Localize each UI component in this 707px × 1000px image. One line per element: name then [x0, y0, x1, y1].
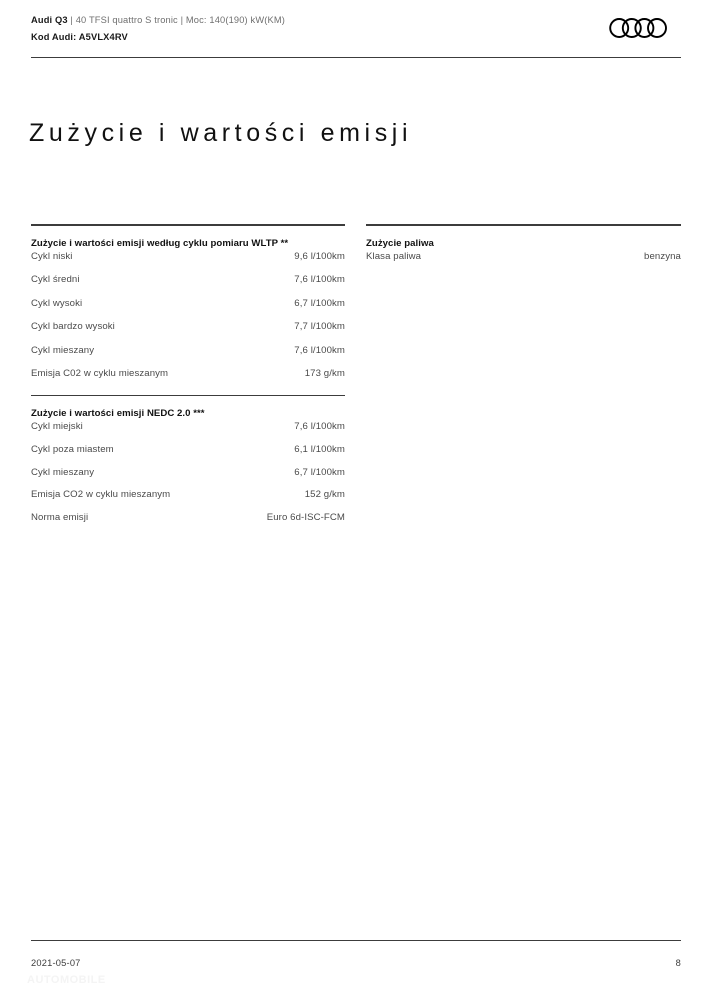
row-value: 7,6 l/100km — [294, 274, 345, 286]
table-row — [31, 345, 345, 368]
fuel-section — [366, 224, 681, 274]
row-label: Cykl bardzo wysoki — [31, 321, 115, 333]
row-label: Emisja CO2 w cyklu mieszanym — [31, 489, 171, 501]
fuel-rows — [366, 251, 681, 274]
row-value: 6,7 l/100km — [294, 466, 345, 478]
vehicle-spec: | 40 TFSI quattro S tronic | Moc: 140(190) kW(KM) — [67, 15, 285, 25]
header-vehicle-info — [31, 13, 285, 45]
nedc-heading: Zużycie i wartości emisji NEDC 2.0 *** — [31, 408, 205, 420]
row-value: 7,6 l/100km — [294, 421, 345, 433]
nedc-rows — [31, 421, 345, 534]
row-label: Cykl wysoki — [31, 297, 83, 309]
row-value: 152 g/km — [304, 489, 345, 501]
table-row — [31, 368, 345, 391]
row-value: benzyna — [644, 251, 681, 262]
vehicle-model: Audi Q3 — [31, 15, 68, 25]
row-label: Cykl średni — [31, 274, 80, 286]
row-label: Norma emisji — [31, 511, 89, 523]
right-column — [366, 224, 681, 274]
table-row — [31, 274, 345, 297]
table-row — [31, 421, 345, 444]
wltp-heading: Zużycie i wartości emisji według cyklu pomiaru WLTP ** — [31, 238, 289, 249]
table-row — [366, 251, 681, 274]
document-header — [31, 13, 681, 49]
left-column — [31, 224, 345, 534]
table-row — [31, 489, 345, 512]
table-row — [31, 444, 345, 467]
row-value: 7,7 l/100km — [294, 321, 345, 333]
row-value: Euro 6d-ISC-FCM — [266, 511, 345, 523]
row-label: Cykl niski — [31, 251, 73, 262]
row-value: 6,1 l/100km — [294, 443, 345, 455]
table-row — [31, 251, 345, 274]
row-label: Cykl mieszany — [31, 344, 95, 356]
footer-divider — [31, 940, 681, 941]
table-row — [31, 298, 345, 321]
wltp-rows — [31, 251, 345, 391]
row-label: Cykl poza miastem — [31, 443, 114, 455]
table-row — [31, 321, 345, 344]
wltp-section — [31, 224, 345, 396]
footer-date: 2021-05-07 — [31, 958, 81, 968]
vehicle-title-line — [31, 13, 285, 28]
row-value: 9,6 l/100km — [294, 251, 345, 262]
footer-watermark: AUTOMOBILE — [27, 974, 106, 986]
row-label: Klasa paliwa — [366, 251, 422, 262]
row-label: Cykl miejski — [31, 421, 83, 433]
page-title: Zużycie i wartości emisji — [29, 119, 413, 147]
header-divider — [31, 57, 681, 58]
audi-four-rings-logo-icon — [609, 17, 681, 39]
row-value: 7,6 l/100km — [294, 344, 345, 356]
row-value: 173 g/km — [304, 367, 345, 379]
nedc-section — [31, 396, 345, 534]
row-value: 6,7 l/100km — [294, 297, 345, 309]
vehicle-code: Kod Audi: A5VLX4RV — [31, 32, 128, 42]
table-row — [31, 467, 345, 490]
row-label: Cykl mieszany — [31, 466, 95, 478]
footer-page-number: 8 — [675, 958, 681, 968]
table-row — [31, 512, 345, 535]
fuel-heading: Zużycie paliwa — [366, 238, 434, 249]
row-label: Emisja C02 w cyklu mieszanym — [31, 367, 169, 379]
